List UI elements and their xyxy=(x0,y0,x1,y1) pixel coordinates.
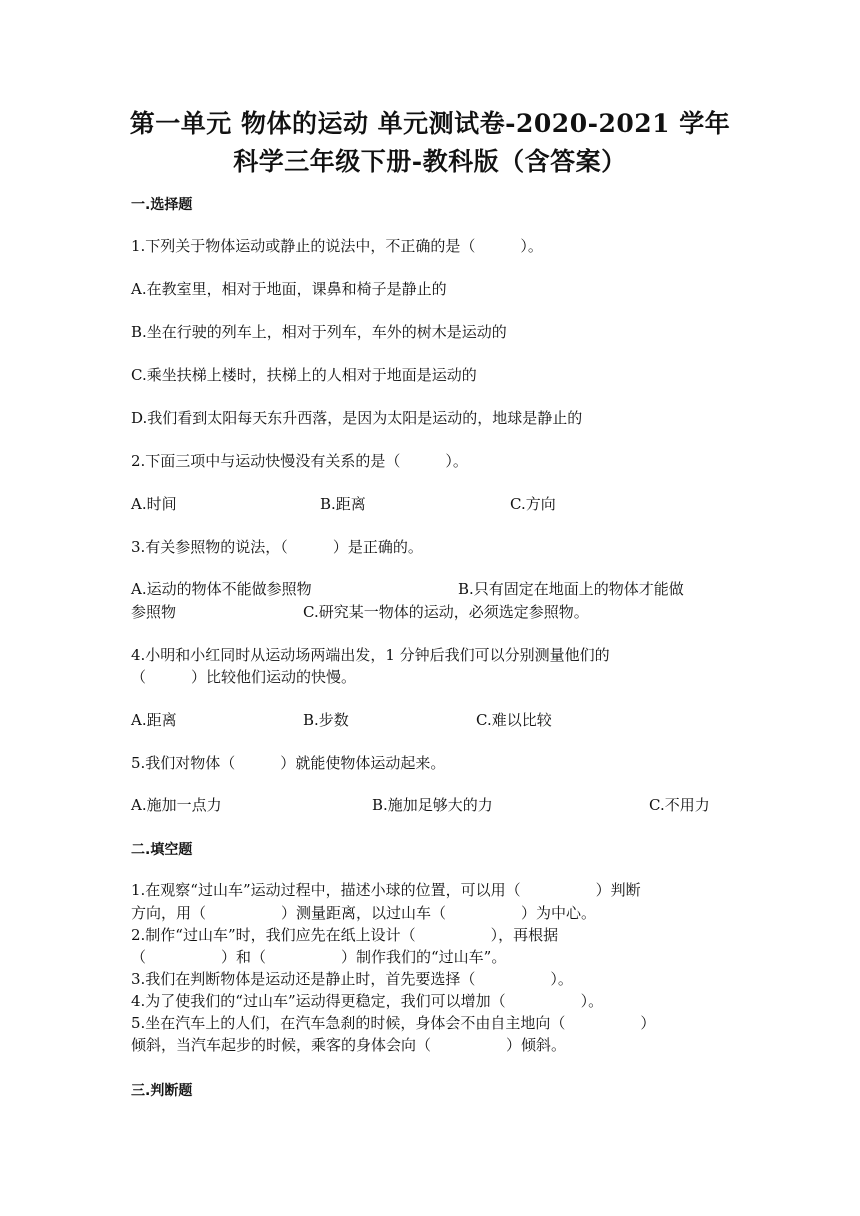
question-4-option-c: C.难以比较 xyxy=(476,711,552,729)
document-title-line-2: 科学三年级下册-教科版（含答案） xyxy=(233,147,627,176)
question-3-option-b: B.只有固定在地面上的物体才能做 xyxy=(458,580,684,598)
fill-blank-line-6: 4.为了使我们的“过山车”运动得更稳定，我们可以增加（ ）。 xyxy=(131,992,604,1010)
question-5-option-c: C.不用力 xyxy=(649,796,710,814)
question-5-option-b: B.施加足够大的力 xyxy=(372,796,493,814)
fill-blank-line-4: （ ）和（ ）制作我们的“过山车”。 xyxy=(131,948,507,966)
fill-blank-line-5: 3.我们在判断物体是运动还是静止时，首先要选择（ ）。 xyxy=(131,970,573,988)
fill-blank-line-7: 5.坐在汽车上的人们，在汽车急刹的时候，身体会不由自主地向（ ） xyxy=(131,1014,656,1032)
section-heading-fill-blank: 二.填空题 xyxy=(131,842,193,858)
section-heading-choice: 一.选择题 xyxy=(131,197,193,213)
fill-blank-line-8: 倾斜，当汽车起步的时候，乘客的身体会向（ ）倾斜。 xyxy=(131,1036,567,1054)
question-3-stem: 3.有关参照物的说法，（ ）是正确的。 xyxy=(131,538,423,556)
question-1-option-a: A.在教室里，相对于地面，课鼻和椅子是静止的 xyxy=(131,280,447,298)
question-3-option-b-continued: 参照物 xyxy=(131,603,177,621)
question-4-option-a: A.距离 xyxy=(131,711,177,729)
question-2-option-a: A.时间 xyxy=(131,495,177,513)
fill-blank-line-2: 方向，用（ ）测量距离，以过山车（ ）为中心。 xyxy=(131,904,597,922)
question-4-stem-line-2: （ ）比较他们运动的快慢。 xyxy=(131,668,357,686)
question-3-option-c: C.研究某一物体的运动，必须选定参照物。 xyxy=(303,603,589,621)
question-4-stem-line-1: 4.小明和小红同时从运动场两端出发，1 分钟后我们可以分别测量他们的 xyxy=(131,646,610,664)
question-3-option-a: A.运动的物体不能做参照物 xyxy=(131,580,312,598)
question-2-option-b: B.距离 xyxy=(320,495,366,513)
question-4-option-b: B.步数 xyxy=(303,711,349,729)
question-1-option-d: D.我们看到太阳每天东升西落，是因为太阳是运动的，地球是静止的 xyxy=(131,409,583,427)
question-2-stem: 2.下面三项中与运动快慢没有关系的是（ ）。 xyxy=(131,452,468,470)
question-5-stem: 5.我们对物体（ ）就能使物体运动起来。 xyxy=(131,754,446,772)
section-heading-true-false: 三.判断题 xyxy=(131,1083,193,1099)
question-1-stem: 1.下列关于物体运动或静止的说法中，不正确的是（ ）。 xyxy=(131,237,543,255)
question-5-option-a: A.施加一点力 xyxy=(131,796,222,814)
question-1-option-b: B.坐在行驶的列车上，相对于列车，车外的树木是运动的 xyxy=(131,323,507,341)
document-title-line-1: 第一单元 物体的运动 单元测试卷-2020-2021 学年 xyxy=(129,109,731,138)
fill-blank-line-1: 1.在观察“过山车”运动过程中，描述小球的位置，可以用（ ）判断 xyxy=(131,881,641,899)
question-2-option-c: C.方向 xyxy=(510,495,556,513)
question-1-option-c: C.乘坐扶梯上楼时，扶梯上的人相对于地面是运动的 xyxy=(131,366,477,384)
fill-blank-line-3: 2.制作“过山车”时，我们应先在纸上设计（ ），再根据 xyxy=(131,926,559,944)
